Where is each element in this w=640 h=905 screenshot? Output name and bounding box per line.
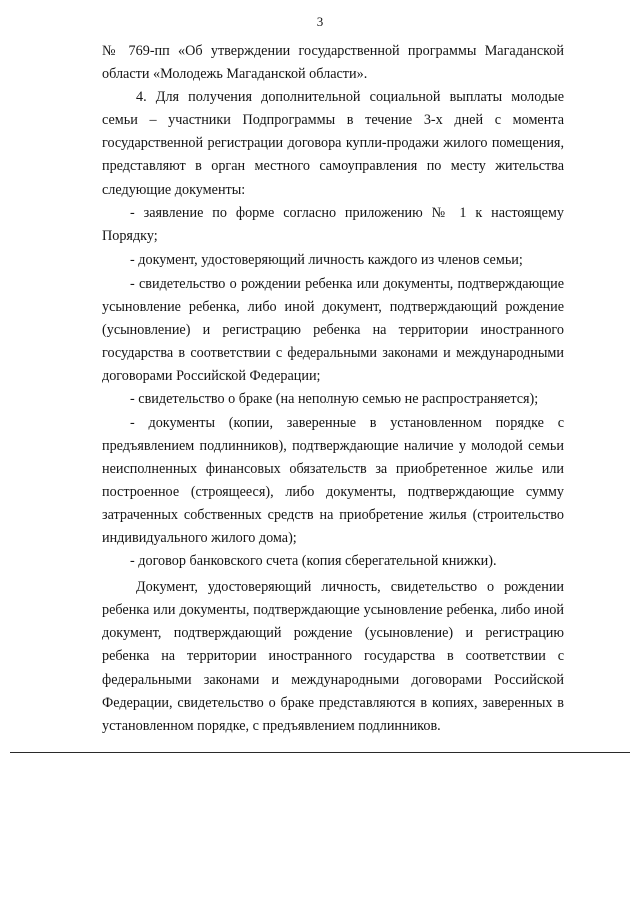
list-item-marriage-certificate: - свидетельство о браке (на неполную семью не распространяется); [130, 391, 539, 408]
list-item-financial-obligations: - документы (копии, заверенные в установленном порядке с предъявлением подлинников), подтверждающие наличие у молодой семьи неисполненных финансовых обязательств за приобретенное жилье или построенное (строящееся), либо документы, подтверждающие сумму затраченных собственных средств на приобретение жилья (строительство индивидуального жилого дома); [102, 414, 564, 546]
page-number: 3 [316, 14, 324, 29]
paragraph-item-4-intro: 4. Для получения дополнительной социальной выплаты молодые семьи – участники Подпрограммы в течение 3-х дней с момента государственной регистрации договора купли-продажи жилого помещения, представляют в орган местного самоуправления по месту жительства следующие документы: [102, 89, 564, 198]
list-item-birth-certificate: - свидетельство о рождении ребенка или документы, подтверждающие усыновление ребенка, либо иной документ, подтверждающий рождение (усыновление) и регистрацию ребенка на территории иностранного государства в соответствии с федеральными законами и международными договорами Российской Федерации; [102, 275, 564, 385]
document-body [102, 40, 564, 738]
footer-divider-line [10, 752, 630, 753]
paragraph-copies-requirement: Документ, удостоверяющий личность, свидетельство о рождении ребенка или документы, подтверждающие усыновление ребенка, либо иной документ, подтверждающий рождение (усыновление) и регистрацию ребенка на территории иностранного государства в соответствии с федеральными законами и международными договорами Российской Федерации, свидетельство о браке представляются в копиях, заверенных в установленном порядке, с предъявлением подлинников. [102, 579, 564, 734]
list-item-identity-document: - документ, удостоверяющий личность каждого из членов семьи; [130, 251, 523, 268]
list-item-application-form: - заявление по форме согласно приложению № 1 к настоящему Порядку; [102, 204, 564, 244]
paragraph-program-reference: № 769-пп «Об утверждении государственной программы Магаданской области «Молодежь Магаданской области». [102, 43, 564, 83]
list-item-bank-account-agreement: - договор банковского счета (копия сберегательной книжки). [130, 553, 497, 570]
